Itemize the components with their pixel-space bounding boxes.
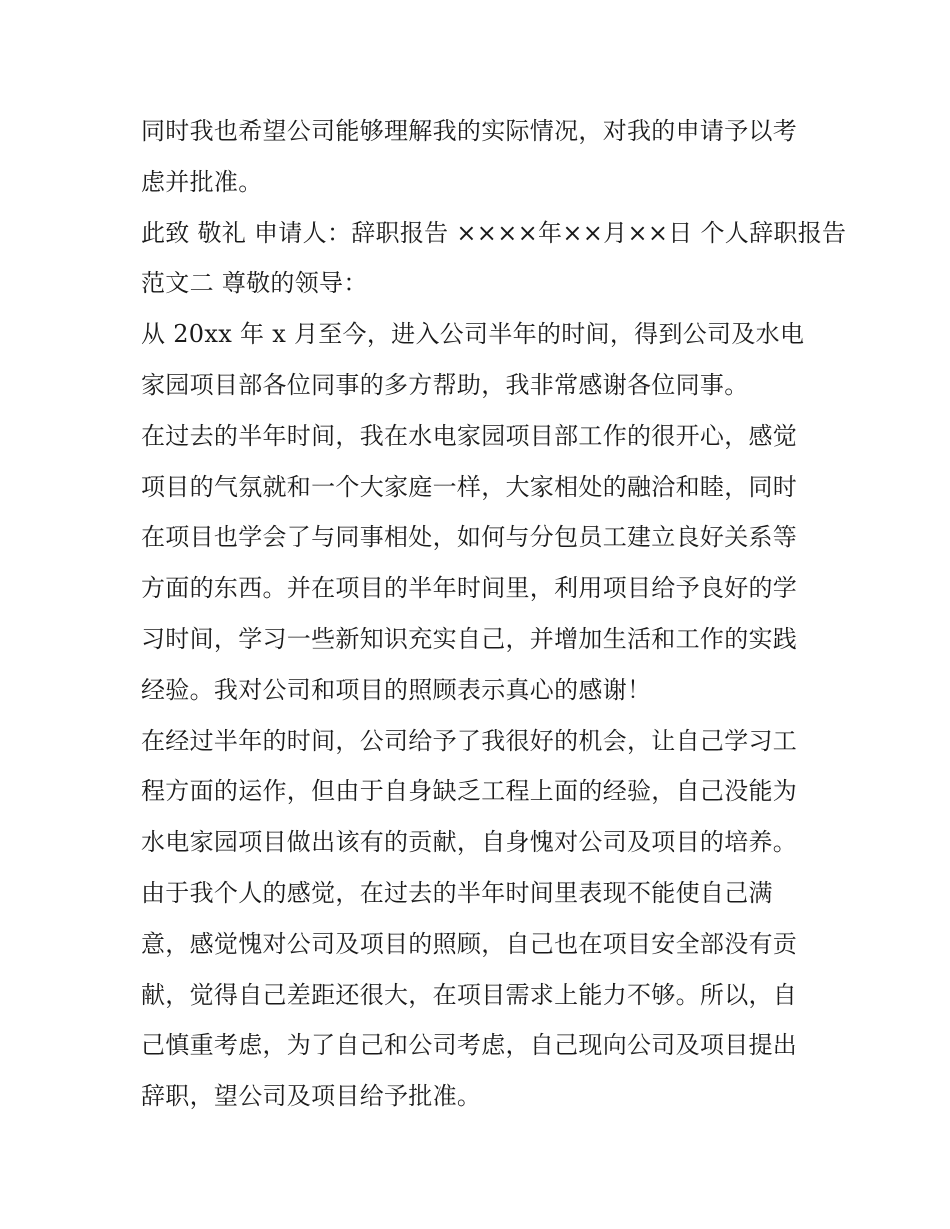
text-line: 在项目也学会了与同事相处，如何与分包员工建立良好关系等 [141,523,798,552]
text-line: 经验。我对公司和项目的照顾表示真心的感谢！ [141,675,652,704]
text-line: 习时间，学习一些新知识充实自己，并增加生活和工作的实践 [141,624,798,653]
text-line: 辞职，望公司及项目给予批准。 [141,1082,482,1111]
text-line: 献，觉得自己差距还很大，在项目需求上能力不够。所以，自 [141,980,798,1009]
text-line: 己慎重考虑，为了自己和公司考虑，自己现向公司及项目提出 [141,1031,798,1060]
text-line: 在经过半年的时间，公司给予了我很好的机会，让自己学习工 [141,726,798,755]
text-line: 意，感觉愧对公司及项目的照顾，自己也在项目安全部没有贡 [141,929,798,958]
text-line: 从 20xx 年 x 月至今，进入公司半年的时间，得到公司及水电 [141,320,805,349]
resignation-letter-body [141,106,847,1122]
text-line: 由于我个人的感觉，在过去的半年时间里表现不能使自己满 [141,878,773,907]
text-line: 在过去的半年时间，我在水电家园项目部工作的很开心，感觉 [141,421,798,450]
text-line: 虑并批准。 [141,167,263,196]
text-line: 此致 敬礼 申请人：辞职报告 ××××年××月××日 个人辞职报告 [141,218,847,247]
text-line: 同时我也希望公司能够理解我的实际情况，对我的申请予以考 [141,117,798,145]
text-line: 水电家园项目做出该有的贡献，自身愧对公司及项目的培养。 [141,828,798,857]
text-line: 程方面的运作，但由于自身缺乏工程上面的经验，自己没能为 [141,777,798,806]
text-line: 方面的东西。并在项目的半年时间里，利用项目给予良好的学 [141,574,798,603]
text-line: 项目的气氛就和一个大家庭一样，大家相处的融洽和睦，同时 [141,472,798,501]
text-line: 范文二 尊敬的领导： [141,269,368,298]
text-line: 家园项目部各位同事的多方帮助，我非常感谢各位同事。 [141,370,749,399]
